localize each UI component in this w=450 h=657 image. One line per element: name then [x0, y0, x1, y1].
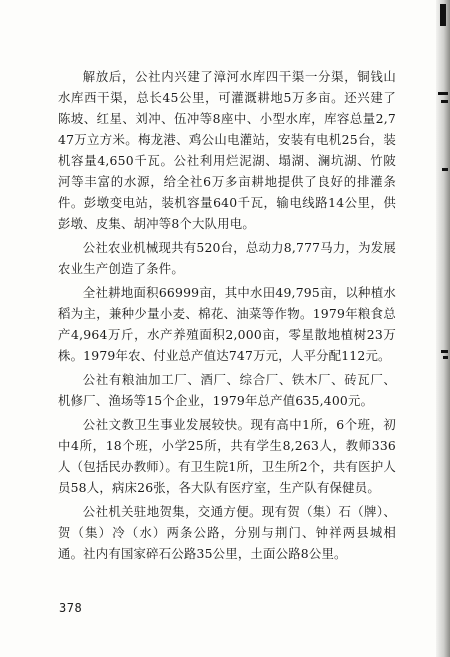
edge-ink-mark: [438, 92, 448, 95]
paragraph-farmland: 全社耕地面积66999亩，其中水田49,795亩，以种植水稻为主，兼种少量小麦、棉花、油菜等作物。1979年粮食总产4,964万斤，水产养殖面积2,000亩，零星散地植树23万株。1979年农、付业总产值达747万元，人平分配112元。: [58, 285, 396, 363]
edge-ink-mark: [443, 356, 448, 359]
paragraph-machinery: 公社农业机械现共有520台，总动力8,777马力，为发展农业生产创造了条件。: [58, 240, 396, 276]
edge-ink-mark: [441, 100, 448, 103]
body-text: [58, 66, 396, 564]
paragraph-irrigation: 解放后，公社内兴建了漳河水库四干渠一分渠，铜钱山水库西干渠，总长45公里，可灌溉耕地5万多亩。还兴建了陈坡、红星、刘冲、伍冲等8座中、小型水库，库容总量2,747万立方米。梅龙港、鸡公山电灌站，安装有电机25台，装机容量4,650千瓦。公社利用烂泥湖、塌湖、澜坑湖、竹陂河等丰富的水源，给全社6万多亩耕地提供了良好的排灌条件。彭墩变电站，装机容量640千瓦，输电线路14公里，供彭墩、皮集、胡冲等8个大队用电。: [58, 69, 396, 231]
paragraph-enterprises: 公社有粮油加工厂、酒厂、综合厂、铁木厂、砖瓦厂、机修厂、渔场等15个企业，1979年总产值635,400元。: [58, 372, 396, 408]
page-edge-shadow: [436, 0, 450, 657]
page-number: 378: [59, 601, 83, 615]
paragraph-education-health: 公社文教卫生事业发展较快。现有高中1所，6个班，初中4所，18个班，小学25所，共有学生8,263人，教师336人（包括民办教师）。有卫生院1所，卫生所2个，共有医护人员58人，病床26张，各大队有医疗室，生产队有保健员。: [58, 417, 396, 495]
edge-ink-mark: [440, 4, 446, 26]
paragraph-transport: 公社机关驻地贺集，交通方便。现有贺（集）石（牌）、贺（集）冷（水）两条公路，分别与荆门、钟祥两县城相通。社内有国家碎石公路35公里，土面公路8公里。: [58, 504, 396, 561]
edge-ink-mark: [442, 168, 448, 171]
edge-ink-mark: [441, 350, 448, 353]
